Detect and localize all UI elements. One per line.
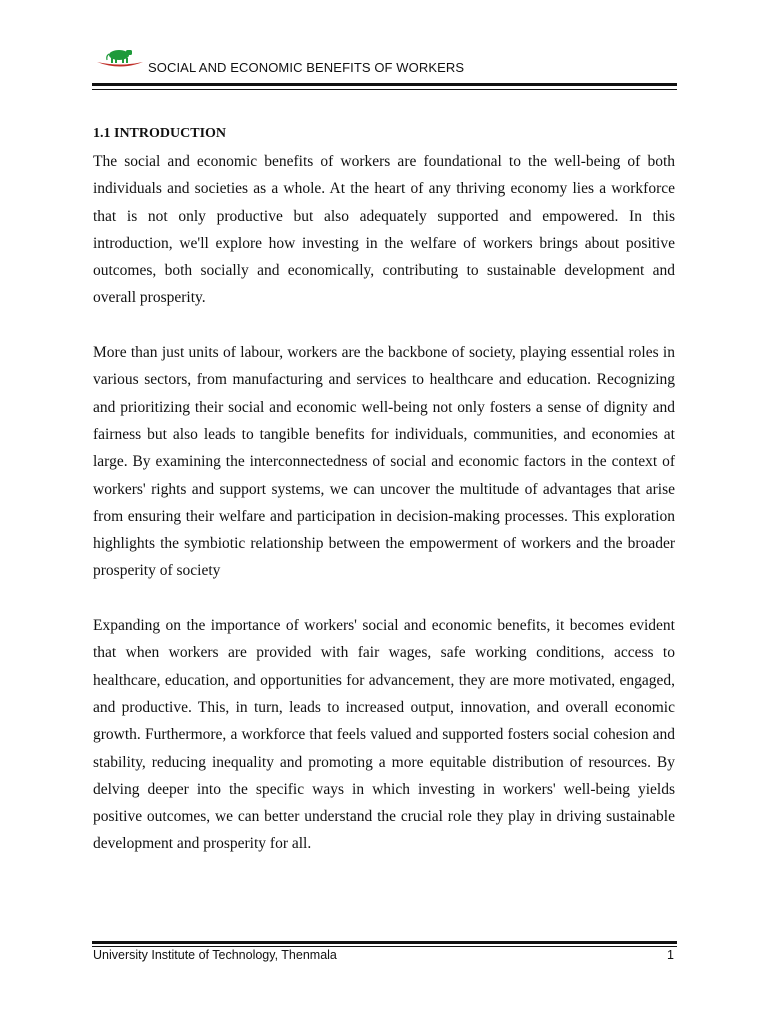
page-number: 1 [667, 948, 674, 962]
paragraph-2: More than just units of labour, workers are the backbone of society, playing essential roles in various sectors, from manufacturing and services to healthcare and education. Recognizing and prioritizing their social and economic well-being not only fosters a sense of dignity and fairness but also leads to tangible benefits for individuals, communities, and economies at large. By examining the interconnectedness of social and economic factors in the context of workers' rights and support systems, we can uncover the multitude of advantages that arise from ensuring their welfare and participation in decision-making processes. This exploration highlights the symbiotic relationship between the empowerment of workers and the broader prosperity of society [93, 344, 675, 580]
cow-on-boat-logo [95, 46, 145, 72]
header-title: SOCIAL AND ECONOMIC BENEFITS OF WORKERS [148, 60, 465, 75]
footer-institution: University Institute of Technology, Thenmala [93, 948, 337, 962]
paragraph-1: The social and economic benefits of workers are foundational to the well-being of both individuals and societies as a whole. At the heart of any thriving economy lies a workforce that is not only productive but also adequately supported and empowered. In this introduction, we'll explore how investing in the welfare of workers brings about positive outcomes, both socially and economically, contributing to sustainable development and overall prosperity. [93, 153, 675, 307]
section-heading: 1.1 INTRODUCTION [93, 126, 227, 141]
header-divider-thin [92, 89, 677, 90]
document-body [93, 124, 675, 858]
header-divider [92, 83, 677, 86]
footer-divider-thin [92, 946, 677, 947]
footer-divider [92, 941, 677, 944]
cow-icon [107, 50, 132, 63]
boat-icon [97, 62, 143, 67]
paragraph-3: Expanding on the importance of workers' social and economic benefits, it becomes evident that when workers are provided with fair wages, safe working conditions, access to healthcare, education, and opportunities for advancement, they are more motivated, engaged, and productive. This, in turn, leads to increased output, innovation, and overall economic growth. Furthermore, a workforce that feels valued and supported fosters social cohesion and stability, reducing inequality and promoting a more equitable distribution of resources. By delving deeper into the specific ways in which investing in workers' well-being yields positive outcomes, we can better understand the crucial role they play in driving sustainable development and prosperity for all. [93, 617, 675, 853]
